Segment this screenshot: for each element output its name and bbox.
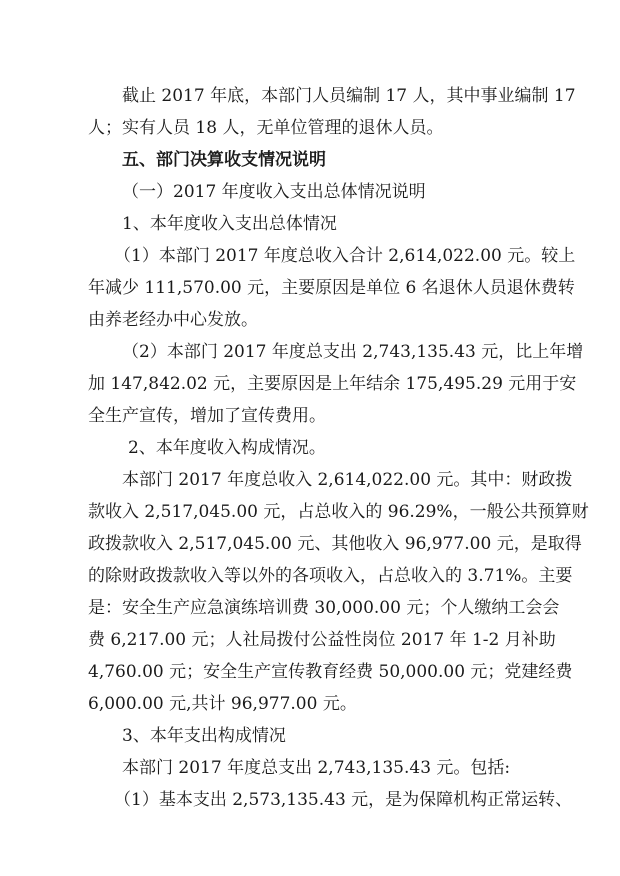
text-line: （1）基本支出 2,573,135.43 元，是为保障机构正常运转、	[114, 790, 573, 810]
text-line: 截止 2017 年底，本部门人员编制 17 人，其中事业编制 17	[122, 86, 576, 106]
text-line: 1、本年度收入支出总体情况	[122, 214, 337, 234]
text-line: 费 6,217.00 元；人社局拨付公益性岗位 2017 年 1-2 月补助	[88, 630, 556, 650]
text-line: 2、本年度收入构成情况。	[128, 438, 326, 458]
text-line: 由养老经办中心发放。	[88, 310, 258, 330]
text-line: 本部门 2017 年度总收入 2,614,022.00 元。其中：财政拨	[122, 470, 573, 490]
section-heading: 五、部门决算收支情况说明	[122, 150, 326, 170]
text-line: （2）本部门 2017 年度总支出 2,743,135.43 元，比上年增	[122, 342, 584, 362]
text-line: 本部门 2017 年度总支出 2,743,135.43 元。包括:	[122, 758, 511, 778]
text-line: 全生产宣传，增加了宣传费用。	[88, 406, 326, 426]
text-line: 人；实有人员 18 人，无单位管理的退休人员。	[88, 118, 444, 138]
text-line: 年减少 111,570.00 元，主要原因是单位 6 名退休人员退休费转	[88, 278, 575, 298]
text-line: 的除财政拨款收入等以外的各项收入，占总收入的 3.71%。主要	[88, 566, 573, 586]
text-line: （1）本部门 2017 年度总收入合计 2,614,022.00 元。较上	[114, 246, 576, 266]
text-line: 3、本年支出构成情况	[122, 726, 286, 746]
text-line: 政拨款收入 2,517,045.00 元、其他收入 96,977.00 元，是取得	[88, 534, 582, 554]
text-line: 4,760.00 元；安全生产宣传教育经费 50,000.00 元；党建经费	[88, 662, 573, 682]
text-line: 加 147,842.02 元，主要原因是上年结余 175,495.29 元用于安	[88, 374, 577, 394]
text-line: 是：安全生产应急演练培训费 30,000.00 元；个人缴纳工会会	[88, 598, 560, 618]
subsection-heading: （一）2017 年度收入支出总体情况说明	[122, 182, 426, 202]
text-line: 6,000.00 元,共计 96,977.00 元。	[88, 694, 357, 714]
text-line: 款收入 2,517,045.00 元，占总收入的 96.29%，一般公共预算财	[88, 502, 589, 522]
